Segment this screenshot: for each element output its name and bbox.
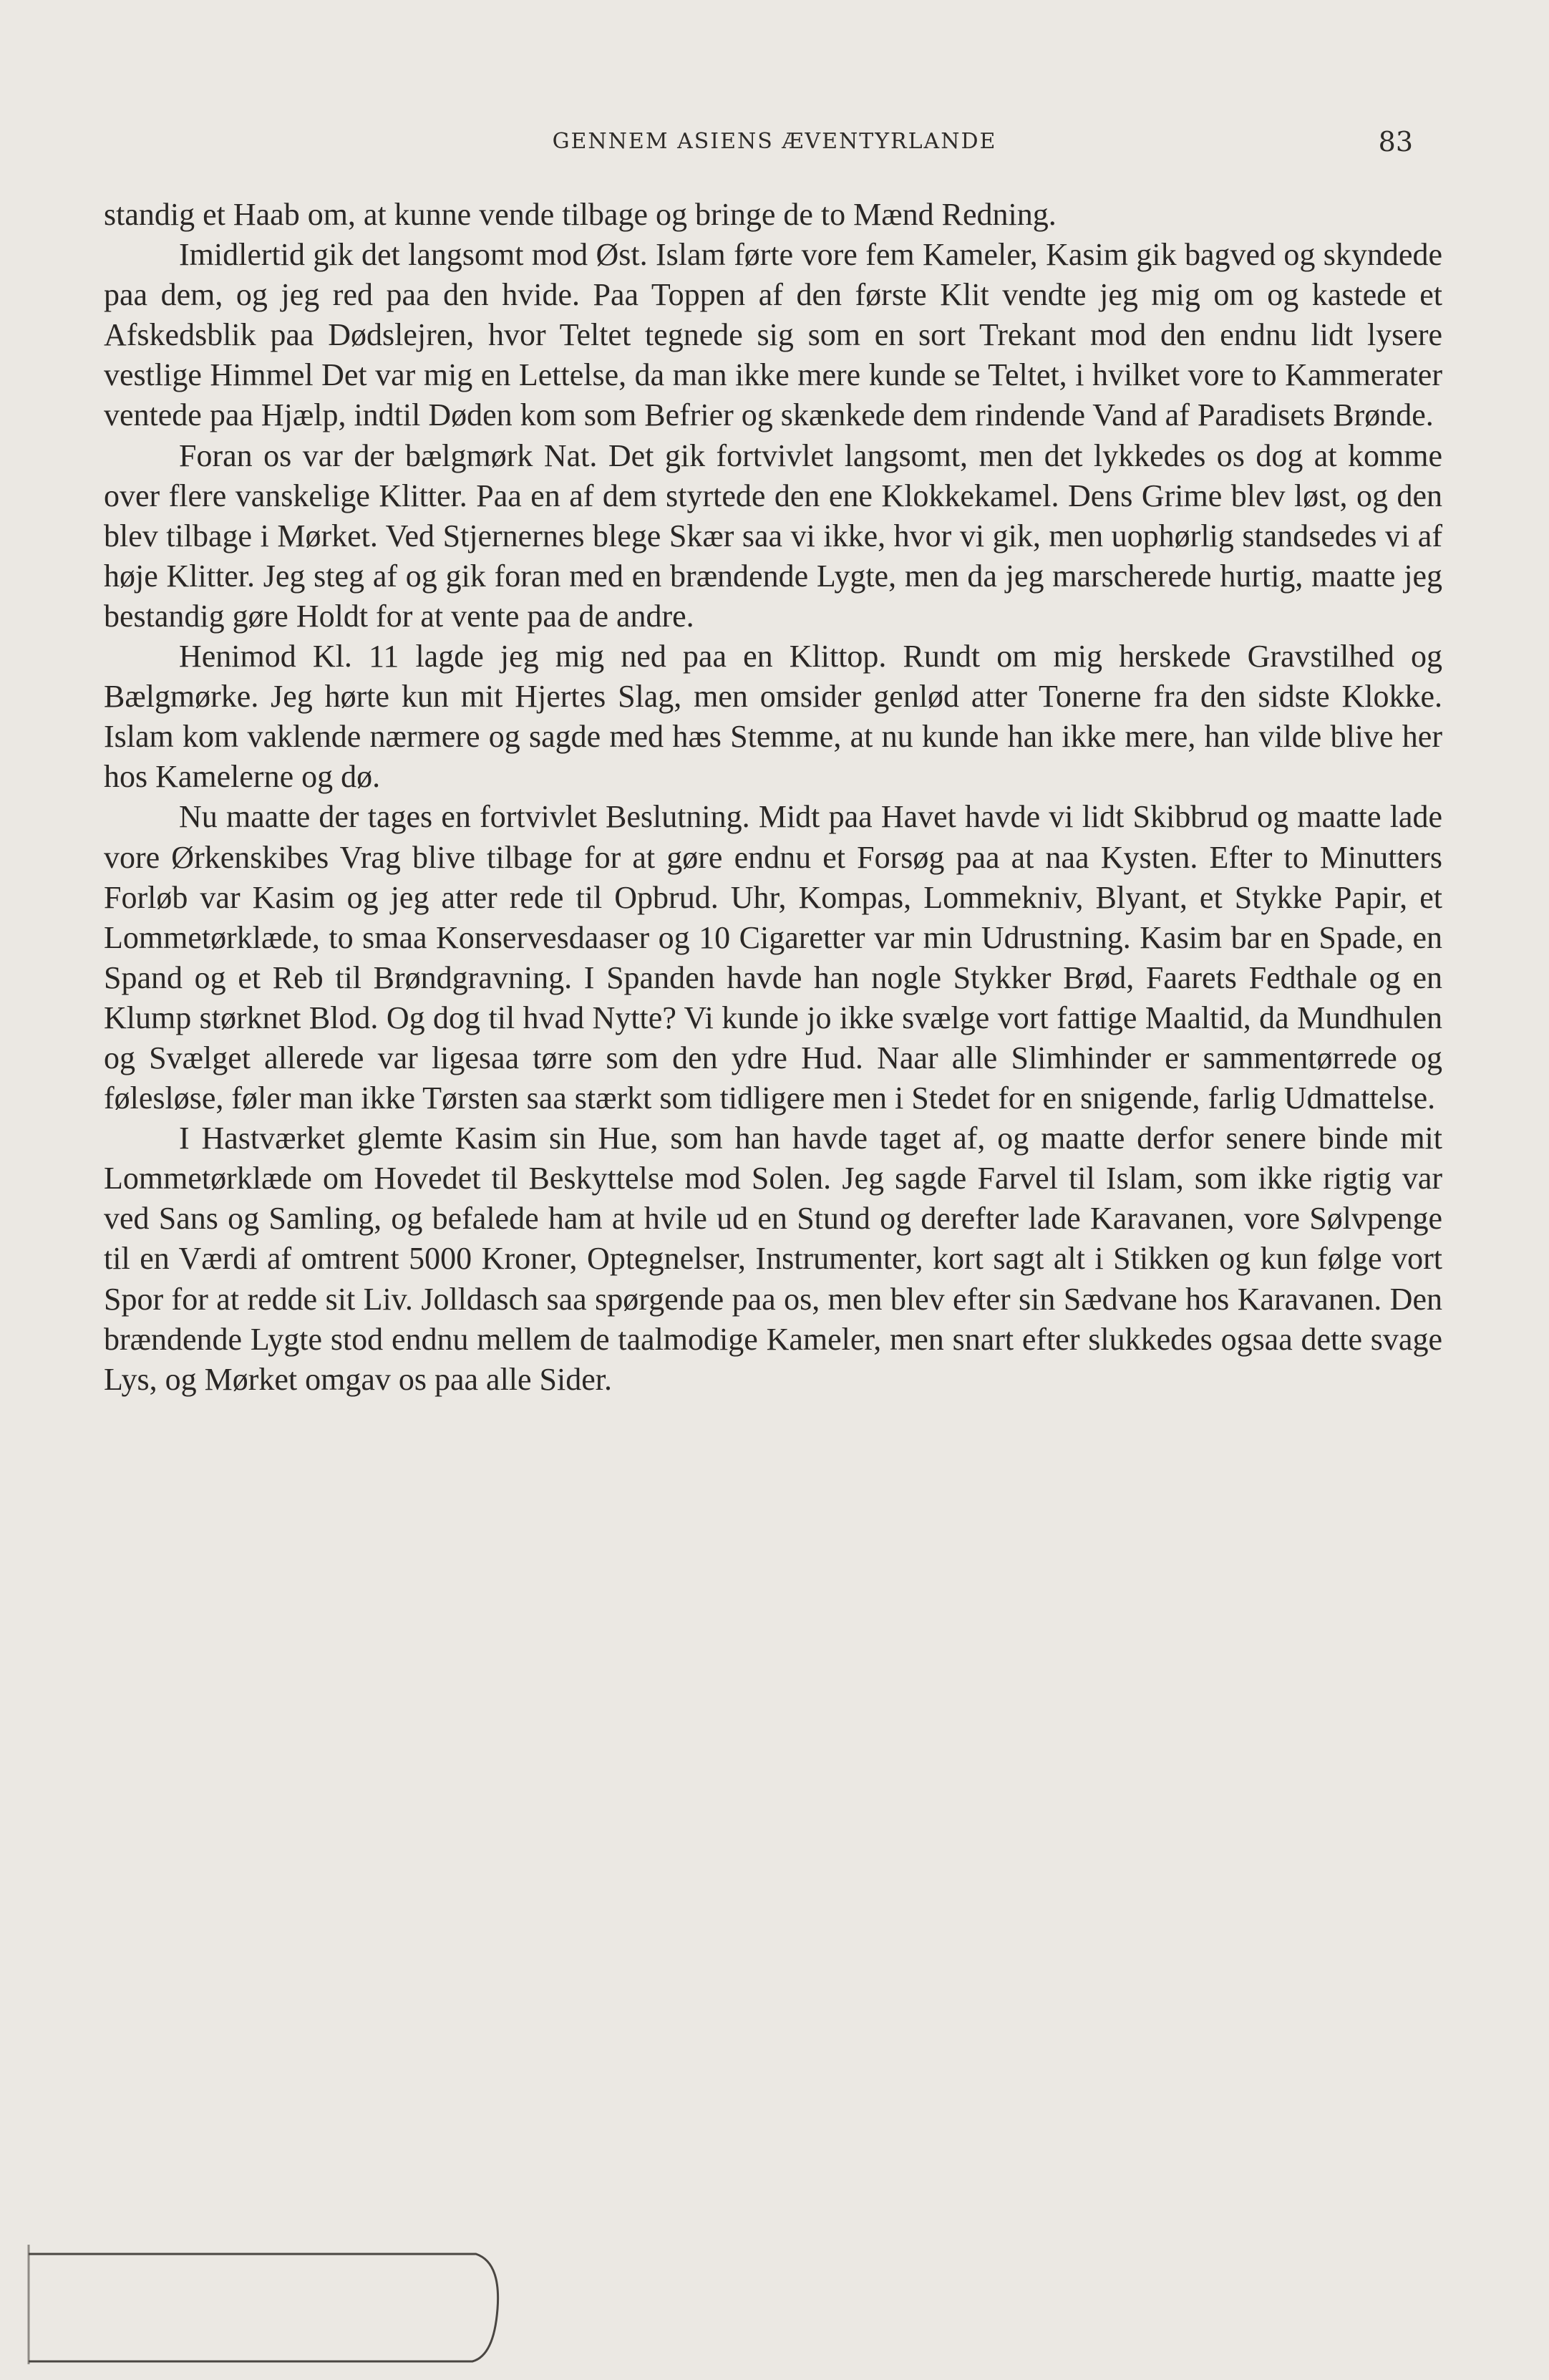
paragraph-1: standig et Haab om, at kunne vende tilbage og bringe de to Mænd Redning. bbox=[104, 197, 1057, 232]
paragraph-3: Foran os var der bælgmørk Nat. Det gik fortvivlet langsomt, men det lykkedes os dog at komme over flere vanskelige Klitter. Paa en af dem styrtede den ene Klokkekamel. Dens Grime blev løst, og den blev tilbage i Mørket. Ved Stjernernes blege Skær saa vi ikke, hvor vi gik, men uophørlig standsedes vi af høje Klitter. Jeg steg af og gik foran med en brændende Lygte, men da jeg marscherede hurtig, maatte jeg bestandig gøre Holdt for at vente paa de andre. bbox=[104, 437, 1442, 634]
paragraph-6: I Hastværket glemte Kasim sin Hue, som han havde taget af, og maatte derfor senere binde mit Lommetørklæde om Hovedet til Beskyttelse mod Solen. Jeg sagde Farvel til Islam, som ikke rigtig var ved Sans og Samling, og befalede ham at hvile ud en Stund og derefter lade Karavanen, vore Sølvpenge til en Værdi af omtrent 5000 Kroner, Optegnelser, Instrumenter, kort sagt alt i Stikken og kun følge vort Spor for at redde sit Liv. Jolldasch saa spørgende paa os, men blev efter sin Sædvane hos Karavanen. Den brændende Lygte stod endnu mellem de taalmodige Kameler, men snart efter slukkedes ogsaa dette svage Lys, og Mørket omgav os paa alle Sider. bbox=[104, 1121, 1442, 1397]
paragraph-4: Henimod Kl. 11 lagde jeg mig ned paa en Klittop. Rundt om mig herskede Gravstilhed og Bælgmørke. Jeg hørte kun mit Hjertes Slag, men omsider genlød atter Tonerne fra den sidste Klokke. Islam kom vaklende nærmere og sagde med hæs Stemme, at nu kunde han ikke mere, han vilde blive her hos Kamelerne og dø. bbox=[104, 639, 1442, 795]
body-text bbox=[104, 195, 1442, 1400]
running-head bbox=[107, 126, 1442, 172]
paragraph-5: Nu maatte der tages en fortvivlet Beslutning. Midt paa Havet havde vi lidt Skibbrud og maatte lade vore Ørkenskibes Vrag blive tilbage for at gøre endnu et Forsøg paa at naa Kysten. Efter to Minutters Forløb var Kasim og jeg atter rede til Opbrud. Uhr, Kompas, Lommekniv, Blyant, et Stykke Papir, et Lommetørklæde, to smaa Konservesdaaser og 10 Cigaretter var min Udrustning. Kasim bar en Spade, en Spand og et Reb til Brøndgravning. I Spanden havde han nogle Stykker Brød, Faarets Fedthale og en Klump størknet Blod. Og dog til hvad Nytte? Vi kunde jo ikke svælge vort fattige Maaltid, da Mundhulen og Svælget allerede var ligesaa tørre som den ydre Hud. Naar alle Slimhinder er sammentørrede og følesløse, føler man ikke Tørsten saa stærkt som tidligere men i Stedet for en snigende, farlig Udmattelse. bbox=[104, 799, 1442, 1116]
library-label-outline bbox=[0, 2241, 501, 2366]
label-outline-shape bbox=[0, 2241, 501, 2366]
running-title: GENNEM ASIENS ÆVENTYRLANDE bbox=[552, 129, 997, 154]
page-number: 83 bbox=[1378, 126, 1413, 158]
paragraph-2: Imidlertid gik det langsomt mod Øst. Islam førte vore fem Kameler, Kasim gik bagved og skyndede paa dem, og jeg red paa den hvide. Paa Toppen af den første Klit vendte jeg mig om og kastede et Afskedsblik paa Dødslejren, hvor Teltet tegnede sig som en sort Trekant mod den endnu lidt lysere vestlige Himmel Det var mig en Lettelse, da man ikke mere kunde se Teltet, i hvilket vore to Kammerater ventede paa Hjælp, indtil Døden kom som Befrier og skænkede dem rindende Vand af Paradisets Brønde. bbox=[104, 237, 1442, 433]
